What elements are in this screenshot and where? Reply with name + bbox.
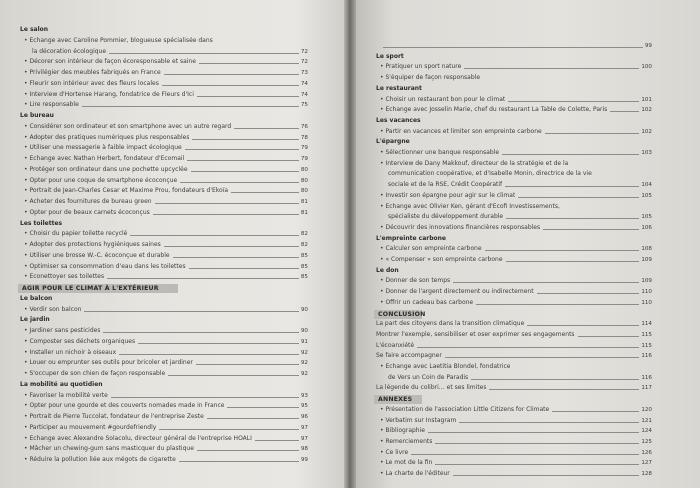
toc-entry-title: • Partir en vacances et limiter son empreinte carbone: [380, 127, 542, 135]
toc-leader-line: [227, 407, 298, 408]
toc-leader-line: [168, 375, 299, 376]
toc-entry-title: • La charte de l'éditeur: [380, 470, 450, 477]
toc-page-number: 80: [300, 177, 308, 184]
toc-page-number: 102: [641, 107, 652, 114]
toc-page-number: 92: [300, 349, 308, 356]
toc-entry: [380, 416, 652, 425]
toc-page-number: 101: [641, 96, 652, 103]
toc-section-heading: [376, 84, 652, 93]
toc-entry-title: • Favoriser la mobilité verte: [24, 391, 108, 399]
toc-entry: [24, 47, 308, 56]
toc-entry: [376, 351, 652, 360]
toc-entry-title: la décoration écologique: [32, 47, 107, 55]
toc-page-number: 90: [300, 328, 308, 334]
toc-page-number: 117: [641, 385, 652, 392]
toc-leader-line: [445, 357, 639, 358]
toc-entry-title: Le restaurant: [376, 84, 422, 92]
toc-entry: [380, 362, 652, 371]
toc-entry-title: Montrer l'exemple, sensibiliser et oser exprimer ses engagements: [376, 330, 575, 338]
toc-entry: [380, 373, 652, 382]
toc-entry: [380, 127, 652, 136]
right-page: [352, 0, 700, 488]
toc-page-number: 72: [300, 59, 308, 66]
toc-page-number: 105: [641, 214, 652, 221]
toc-entry: [380, 276, 652, 285]
toc-leader-line: [464, 68, 639, 69]
toc-entry: [380, 73, 652, 82]
toc-entry: [24, 337, 308, 346]
toc-section-heading: [20, 294, 308, 303]
toc-leader-line: [185, 149, 299, 150]
toc-entry-title: • Échange avec Laetitia Blondel, fondatrice: [380, 363, 511, 370]
toc-entry-title: • Décorer son intérieur de façon écoresponsable et saine: [24, 58, 196, 66]
toc-right-column: [352, 0, 700, 488]
toc-page-number: 91: [300, 338, 308, 345]
toc-page-number: 98: [300, 446, 308, 453]
toc-leader-line: [179, 461, 299, 462]
toc-leader-line: [153, 214, 299, 215]
toc-entry-title: Les vacances: [376, 116, 421, 124]
toc-leader-line: [180, 182, 299, 183]
toc-section-heading: [20, 315, 308, 324]
toc-entry: [380, 169, 652, 178]
toc-leader-line: [485, 250, 640, 251]
toc-page-number: 110: [641, 289, 652, 296]
toc-leader-line: [578, 336, 640, 337]
toc-entry: [24, 444, 308, 453]
toc-leader-line: [84, 311, 298, 312]
toc-entry: [24, 197, 308, 206]
toc-entry: [380, 180, 652, 189]
toc-entry-title: • Échange avec Nathan Herbert, fondateur d'Ecomail: [24, 155, 185, 162]
toc-entry: [380, 458, 652, 467]
toc-page-number: 100: [641, 64, 652, 71]
toc-page-number: 92: [300, 371, 308, 377]
toc-page-number: 97: [300, 424, 308, 431]
toc-leader-line: [435, 443, 639, 444]
toc-leader-line: [207, 418, 299, 419]
toc-page-number: 103: [641, 150, 652, 156]
toc-entry-title: Les toilettes: [20, 219, 63, 227]
toc-entry-title: • Composter ses déchets organiques: [24, 337, 136, 345]
toc-entry: [24, 154, 308, 163]
toc-entry: [380, 62, 652, 71]
toc-page-number: 96: [300, 414, 308, 420]
toc-page-number: 114: [641, 321, 652, 328]
toc-entry: [24, 186, 308, 195]
toc-leader-line: [234, 128, 299, 129]
toc-entry-title: • Remerciements: [380, 437, 433, 445]
toc-page-number: 120: [641, 406, 652, 413]
toc-leader-line: [383, 47, 643, 48]
toc-leader-line: [518, 197, 639, 198]
toc-entry: [24, 262, 308, 271]
toc-entry-title: • Échange avec Caroline Pommier, blogueuse spécialisée dans: [24, 36, 213, 44]
toc-entry: [24, 36, 308, 45]
toc-entry: [24, 229, 308, 238]
toc-leader-line: [552, 411, 639, 412]
toc-leader-line: [159, 429, 299, 430]
toc-entry-title: • Utiliser une messagerie à faible impact écologique: [24, 144, 182, 152]
toc-page-number: 90: [300, 306, 308, 313]
toc-entry-title: de Vers un Coin de Paradis: [388, 373, 469, 381]
toc-page-number: 115: [641, 342, 652, 349]
toc-leader-line: [191, 171, 299, 172]
toc-page-number: 72: [300, 48, 308, 55]
toc-entry-title: Le don: [376, 266, 399, 274]
toc-page-number: 127: [641, 460, 652, 467]
toc-leader-line: [506, 218, 639, 219]
toc-leader-line: [255, 440, 299, 441]
toc-entry: [380, 159, 652, 168]
toc-entry: [24, 412, 308, 421]
toc-page-number: 97: [300, 435, 308, 442]
toc-section-heading: [376, 116, 652, 125]
toc-page-number: 93: [300, 392, 308, 399]
toc-entry-title: • Interview d'Hortense Harang, fondatrice de Fleurs d'Ici: [24, 90, 194, 98]
toc-leader-line: [189, 268, 299, 269]
toc-leader-line: [453, 282, 639, 283]
toc-page-number: 104: [641, 182, 652, 189]
toc-entry-title: • Choisir du papier toilette recyclé: [24, 230, 128, 238]
toc-page-number: 106: [641, 224, 652, 231]
toc-leader-line: [187, 160, 299, 161]
toc-page-number: 74: [300, 91, 308, 98]
toc-leader-line: [164, 246, 299, 247]
toc-leader-line: [199, 63, 299, 64]
toc-leader-line: [197, 96, 299, 97]
toc-entry: [24, 251, 308, 260]
toc-page-number: 95: [300, 403, 308, 410]
toc-entry: [380, 426, 652, 435]
toc-leader-line: [459, 422, 639, 423]
toc-section-heading: [376, 266, 652, 275]
toc-entry-title: • Portrait de Jean-Charles Cesar et Maxime Prou, fondateurs d'Ekoïa: [24, 187, 229, 195]
toc-entry-title: • Présentation de l'association Little Citizens for Climate: [380, 405, 550, 413]
toc-entry-title: • Réduire la pollution liée aux mégots de cigarette: [24, 456, 176, 463]
toc-entry-title: • Jardiner sans pesticides: [24, 327, 101, 334]
toc-entry-title: • Optimiser sa consommation d'eau dans les toilettes: [24, 262, 186, 270]
toc-entry-title: Le balcon: [20, 294, 53, 302]
toc-entry: [380, 287, 652, 296]
toc-entry: [380, 105, 652, 114]
toc-leader-line: [428, 432, 639, 433]
toc-entry-title: • Installer un nichoir à oiseaux: [24, 348, 117, 356]
toc-entry-title: La mobilité au quotidien: [20, 380, 103, 388]
toc-entry-title: • Choisir un restaurant bon pour le climat: [380, 95, 506, 103]
toc-entry-title: • Portrait de Pierre Tuccolat, fondateur de l'entreprise Zeste: [24, 413, 204, 420]
toc-entry-title: • Fleurir son intérieur avec des fleurs locales: [24, 79, 159, 87]
toc-entry-title: • Offrir un cadeau bas carbone: [380, 298, 474, 306]
toc-entry-title: • « Compenser » son empreinte carbone: [380, 256, 503, 263]
toc-entry-title: La part des citoyens dans la transition climatique: [376, 320, 525, 328]
toc-entry: [24, 434, 308, 443]
toc-leader-line: [505, 186, 639, 187]
toc-entry: [24, 348, 308, 357]
toc-entry: [380, 148, 652, 157]
toc-leader-line: [610, 111, 639, 112]
toc-page-number: 74: [300, 80, 308, 87]
toc-entry: [24, 68, 308, 77]
toc-entry-title: spécialiste du développement durable: [388, 213, 504, 221]
toc-leader-line: [453, 475, 640, 476]
section-heading-bar: AGIR POUR LE CLIMAT À L'EXTÉRIEUR: [18, 284, 178, 293]
toc-leader-line: [471, 379, 639, 380]
toc-leader-line: [192, 139, 298, 140]
toc-entry-title: • Louer ou emprunter ses outils pour bricoler et jardiner: [24, 359, 193, 367]
toc-section-heading: [20, 111, 308, 120]
toc-page-number: 102: [641, 128, 652, 135]
toc-entry: [376, 330, 652, 339]
toc-section-heading: [20, 380, 308, 389]
toc-entry: [380, 191, 652, 200]
toc-entry-title: • Bibliographie: [380, 427, 425, 435]
toc-leader-line: [476, 304, 639, 305]
toc-entry: [376, 341, 652, 350]
toc-entry: [380, 223, 652, 232]
toc-entry-title: Le bureau: [20, 112, 54, 119]
toc-entry-title: • Lire responsable: [24, 101, 79, 109]
toc-page-number: 79: [300, 145, 308, 152]
toc-page-number: 124: [641, 428, 652, 435]
toc-page-number: 76: [300, 123, 308, 130]
toc-entry: [24, 423, 308, 432]
toc-leader-line: [537, 293, 640, 294]
toc-page-number: 78: [300, 134, 308, 141]
toc-entry: [24, 305, 308, 314]
toc-entry-title: • Protéger son ordinateur dans une pochette upcyclée: [24, 165, 188, 173]
toc-entry-title: communication coopérative, et d'Isabelle Monin, directrice de la vie: [388, 170, 592, 178]
toc-entry: [380, 244, 652, 253]
toc-page-number: 125: [641, 438, 652, 445]
toc-page-number: 80: [300, 188, 308, 195]
toc-entry-title: • Econettoyer ses toilettes: [24, 273, 105, 281]
book-gutter: [344, 0, 356, 488]
toc-entry-title: • Opter pour une coque de smartphone écoconçue: [24, 176, 178, 184]
toc-page-number: 82: [300, 242, 308, 248]
toc-entry-title: Le jardin: [20, 316, 50, 324]
toc-entry: [24, 208, 308, 217]
toc-page-number: 110: [641, 299, 652, 306]
toc-entry-title: sociale et de la RSE, Crédit Coopératif: [388, 181, 503, 189]
toc-entry: [24, 165, 308, 174]
toc-section-heading: [20, 25, 308, 34]
section-heading-bar: ANNEXES: [374, 395, 422, 404]
toc-entry: [24, 272, 308, 281]
toc-entry: [24, 100, 308, 109]
toc-page-number: 105: [641, 192, 652, 199]
toc-section-heading: [20, 219, 308, 228]
toc-leader-line: [545, 133, 640, 134]
toc-entry: [376, 383, 652, 392]
toc-entry-title: • Verdir son balcon: [24, 305, 82, 313]
toc-entry: [24, 391, 308, 400]
toc-leader-line: [111, 397, 299, 398]
toc-entry-title: • Adopter des pratiques numériques plus responsables: [24, 133, 190, 141]
toc-page-number: 85: [300, 263, 308, 270]
toc-page-number: 126: [641, 449, 652, 456]
toc-leader-line: [196, 364, 299, 365]
left-page: [0, 0, 348, 488]
toc-entry: [380, 202, 652, 211]
toc-entry-title: • Opter pour une gourde et des couverts nomades made in France: [24, 402, 225, 410]
toc-entry-title: • Considérer son ordinateur et son smartphone avec un autre regard: [24, 122, 232, 130]
toc-entry: [24, 358, 308, 367]
toc-entry: [24, 133, 308, 142]
toc-leader-line: [489, 389, 639, 390]
toc-page-number: 80: [300, 166, 308, 173]
toc-entry: [24, 401, 308, 410]
toc-leader-line: [107, 278, 299, 279]
toc-entry-title: • Utiliser une brosse W.-C. écoconçue et durable: [24, 251, 170, 259]
toc-entry: [380, 448, 652, 457]
toc-page-number: 99: [300, 457, 308, 463]
toc-leader-line: [103, 332, 298, 333]
toc-leader-line: [527, 325, 639, 326]
toc-entry: [24, 57, 308, 66]
toc-page-number: 121: [641, 417, 652, 424]
toc-page-number: 99: [644, 43, 652, 49]
toc-entry-title: • Sélectionner une banque responsable: [380, 149, 500, 156]
toc-leader-line: [138, 343, 299, 344]
toc-page-number: 85: [300, 252, 308, 259]
toc-leader-line: [109, 53, 299, 54]
toc-entry-title: • Échange avec Josselin Marie, chef du restaurant La Table de Colette, Paris: [380, 106, 608, 114]
toc-page-number: 81: [300, 199, 308, 205]
toc-entry-title: Le sport: [376, 52, 404, 60]
toc-entry-title: • Mâcher un chewing-gum sans masticquer du plastique: [24, 445, 194, 453]
toc-entry: [380, 95, 652, 104]
toc-entry: [24, 176, 308, 185]
toc-leader-line: [231, 192, 299, 193]
toc-entry-title: L'écoanxiété: [376, 341, 415, 349]
toc-entry-title: Se faire accompagner: [376, 352, 442, 360]
toc-entry-title: • S'équiper de façon responsable: [380, 74, 481, 82]
toc-entry: [24, 455, 308, 464]
toc-leader-line: [119, 354, 299, 355]
toc-leader-line: [506, 261, 640, 262]
toc-entry: [380, 41, 652, 50]
toc-entry-title: • Échange avec Olivier Ken, gérant d'Ecofi Investissements,: [380, 202, 560, 210]
toc-entry-title: L'épargne: [376, 138, 410, 146]
toc-page-number: 116: [641, 374, 652, 381]
toc-leader-line: [417, 347, 639, 348]
toc-entry-title: • Privilégier des meubles fabriqués en France: [24, 69, 161, 76]
toc-leader-line: [82, 106, 299, 107]
toc-page-number: 85: [300, 274, 308, 281]
toc-entry: [380, 298, 652, 307]
toc-entry-title: • Pratiquer un sport nature: [380, 63, 462, 71]
toc-entry-title: • Participer au mouvement #gourdefriendly: [24, 423, 157, 431]
toc-entry: [376, 319, 652, 328]
section-heading-bar: CONCLUSION: [374, 310, 422, 319]
toc-leader-line: [164, 74, 299, 75]
toc-entry-title: • Acheter des fournitures de bureau green: [24, 198, 152, 205]
toc-left-column: [0, 0, 348, 488]
toc-page-number: 109: [641, 278, 652, 285]
toc-leader-line: [411, 454, 639, 455]
toc-leader-line: [543, 229, 639, 230]
toc-entry: [24, 122, 308, 131]
toc-entry-title: • Investir son épargne pour agir sur le climat: [380, 191, 516, 199]
toc-leader-line: [508, 101, 639, 102]
toc-page-number: 79: [300, 156, 308, 162]
toc-page-number: 115: [641, 331, 652, 338]
toc-entry-title: • Échange avec Alexandre Solacolu, directeur général de l'entreprise HOALI: [24, 434, 252, 442]
toc-entry: [380, 405, 652, 414]
toc-entry-title: • Donner de l'argent directement ou indirectement: [380, 288, 534, 296]
toc-page-number: 73: [300, 70, 308, 76]
toc-entry-title: L'empreinte carbone: [376, 234, 446, 242]
toc-leader-line: [173, 257, 299, 258]
toc-entry: [24, 326, 308, 335]
toc-leader-line: [502, 154, 639, 155]
toc-entry: [380, 437, 652, 446]
toc-leader-line: [130, 235, 299, 236]
toc-entry: [380, 469, 652, 478]
toc-entry-title: • Adopter des protections hygiéniques saines: [24, 241, 161, 248]
toc-entry-title: • Verbatim sur Instagram: [380, 416, 457, 424]
toc-entry-title: • Découvrir des innovations financières responsables: [380, 223, 541, 231]
toc-entry-title: • Le mot de la fin: [380, 459, 433, 467]
toc-leader-line: [162, 85, 299, 86]
toc-leader-line: [155, 203, 299, 204]
toc-entry: [24, 143, 308, 152]
toc-entry: [24, 240, 308, 249]
toc-leader-line: [435, 464, 639, 465]
toc-page-number: 92: [300, 360, 308, 367]
toc-entry: [380, 212, 652, 221]
toc-entry-title: • Ce livre: [380, 448, 409, 456]
toc-entry: [24, 79, 308, 88]
toc-entry: [380, 255, 652, 264]
toc-page-number: 82: [300, 231, 308, 238]
toc-page-number: 81: [300, 209, 308, 216]
toc-page-number: 128: [641, 471, 652, 477]
toc-entry: [24, 369, 308, 378]
toc-section-heading: [376, 52, 652, 61]
toc-entry-title: La légende du colibri… et ses limites: [376, 384, 487, 392]
toc-section-heading: [376, 234, 652, 243]
toc-entry-title: Le salon: [20, 26, 49, 33]
toc-page-number: 116: [641, 353, 652, 360]
toc-leader-line: [197, 450, 299, 451]
toc-entry-title: • Donner de son temps: [380, 277, 451, 285]
toc-entry-title: • Interview de Dany Makkouf, directeur de la stratégie et de la: [380, 159, 569, 167]
toc-entry-title: • Opter pour de beaux carnets écoconçus: [24, 208, 150, 216]
toc-page-number: 75: [300, 102, 308, 109]
toc-page-number: 108: [641, 246, 652, 253]
toc-entry-title: • Calculer son empreinte carbone: [380, 245, 482, 253]
toc-page-number: 109: [641, 257, 652, 263]
toc-section-heading: [376, 137, 652, 146]
toc-entry: [24, 90, 308, 99]
toc-entry-title: • S'occuper de son chien de façon responsable: [24, 370, 166, 377]
